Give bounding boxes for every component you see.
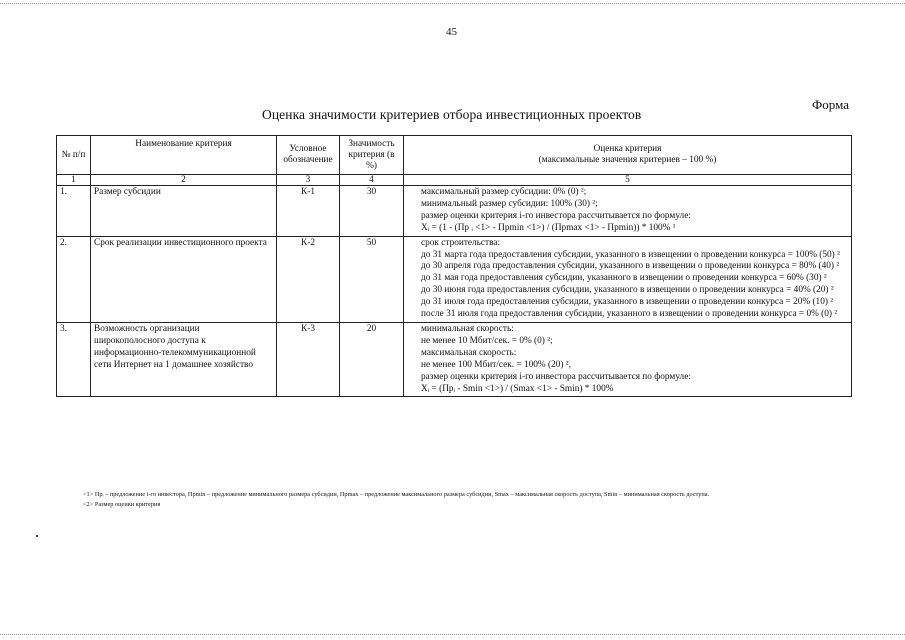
criterion-score [404, 186, 852, 237]
table-row [57, 236, 852, 322]
score-line: максимальный размер субсидии: 0% (0) ²; [421, 187, 587, 197]
criterion-score [404, 322, 852, 396]
header-weight: Значимость критерия (в %) [340, 136, 404, 175]
page-edge-bottom [0, 634, 905, 635]
column-number: 5 [404, 175, 852, 186]
criterion-name: Срок реализации инвестиционного проекта [91, 236, 277, 322]
score-line: не менее 10 Мбит/сек. = 0% (0) ²; [421, 335, 553, 346]
form-label: Форма [812, 97, 849, 112]
score-line: размер оценки критерия i-го инвестора рассчитывается по формуле: [421, 371, 691, 382]
criterion-score [404, 236, 852, 322]
score-line: не менее 100 Мбит/сек. = 100% (20) ², [421, 359, 571, 370]
header-score-note: (максимальные значения критериев – 100 %) [538, 155, 717, 165]
score-line: Xᵢ = (1 - (Пр ᵢ <1> - Прmin <1>) / (Прmax <1> - Прmin)) * 100% ¹ [421, 222, 676, 233]
table-header-row [57, 136, 852, 175]
page-edge-top [0, 3, 905, 4]
criteria-table [56, 135, 852, 397]
criterion-weight: 30 [340, 186, 404, 237]
column-number: 2 [91, 175, 277, 186]
criterion-code: К-1 [277, 186, 340, 237]
table-row [57, 186, 852, 237]
criterion-weight: 20 [340, 322, 404, 396]
score-line: срок строительства: [421, 237, 501, 248]
header-score-title: Оценка критерия [593, 144, 662, 154]
row-number: 1. [57, 186, 91, 237]
score-line: максимальная скорость: [421, 347, 517, 358]
score-line: минимальный размер субсидии: 100% (30) ²; [421, 198, 598, 209]
score-line: до 30 апреля года предоставления субсидии, указанного в извещении о проведении конкурса = 80% (40) ² [421, 261, 840, 272]
score-line: после 31 июля года предоставления субсидии, указанного в извещении о проведении конкурса = 0% (0) ² [421, 309, 838, 320]
score-line: Xᵢ = (Прᵢ - Smin <1>) / (Smax <1> - Smin) * 100% [421, 383, 614, 394]
row-number: 3. [57, 322, 91, 396]
criterion-weight: 50 [340, 236, 404, 322]
score-line: до 30 июня года предоставления субсидии, указанного в извещении о проведении конкурса = 40% (20) ² [421, 285, 834, 296]
criterion-code: К-2 [277, 236, 340, 322]
scan-speck [36, 535, 38, 537]
criterion-code: К-3 [277, 322, 340, 396]
score-line: до 31 мая года предоставления субсидии, указанного в извещении о проведении конкурса = 60% (30) ² [421, 273, 827, 284]
column-number-row [57, 175, 852, 186]
criterion-name: Размер субсидии [91, 186, 277, 237]
header-name: Наименование критерия [91, 136, 277, 175]
criterion-name: Возможность организации широкополосного доступа к информационно-телекоммуникационной сети Интернет на 1 домашнее хозяйство [91, 322, 277, 396]
column-number: 1 [57, 175, 91, 186]
column-number: 3 [277, 175, 340, 186]
score-line: до 31 июля года предоставления субсидии, указанного в извещении о проведении конкурса = 20% (10) ² [421, 297, 834, 308]
row-number: 2. [57, 236, 91, 322]
table-row [57, 322, 852, 396]
header-score [404, 136, 852, 175]
header-code: Условное обозначение [277, 136, 340, 175]
score-line: минимальная скорость: [421, 323, 514, 334]
column-number: 4 [340, 175, 404, 186]
score-line: размер оценки критерия i-го инвестора рассчитывается по формуле: [421, 210, 691, 221]
document-title: Оценка значимости критериев отбора инвестиционных проектов [262, 107, 642, 122]
criteria-table-body [57, 186, 852, 397]
footnote-1: <1> Прᵢ – предложение i-го инвестора, Прmin – предложение минимального размера субсидии, Прmax – предложение максимального размера субсидии, Smax – максимальная скорость доступа, Smin – минимальная скорость доступа. [83, 491, 710, 498]
score-line: до 31 марта года предоставления субсидии, указанного в извещении о проведении конкурса = 100% (50) ² [421, 249, 840, 260]
page-number: 45 [446, 26, 457, 38]
header-no: № п/п [57, 136, 91, 175]
footnote-2: <2> Размер оценки критерия [83, 500, 161, 508]
footnotes [61, 490, 851, 509]
